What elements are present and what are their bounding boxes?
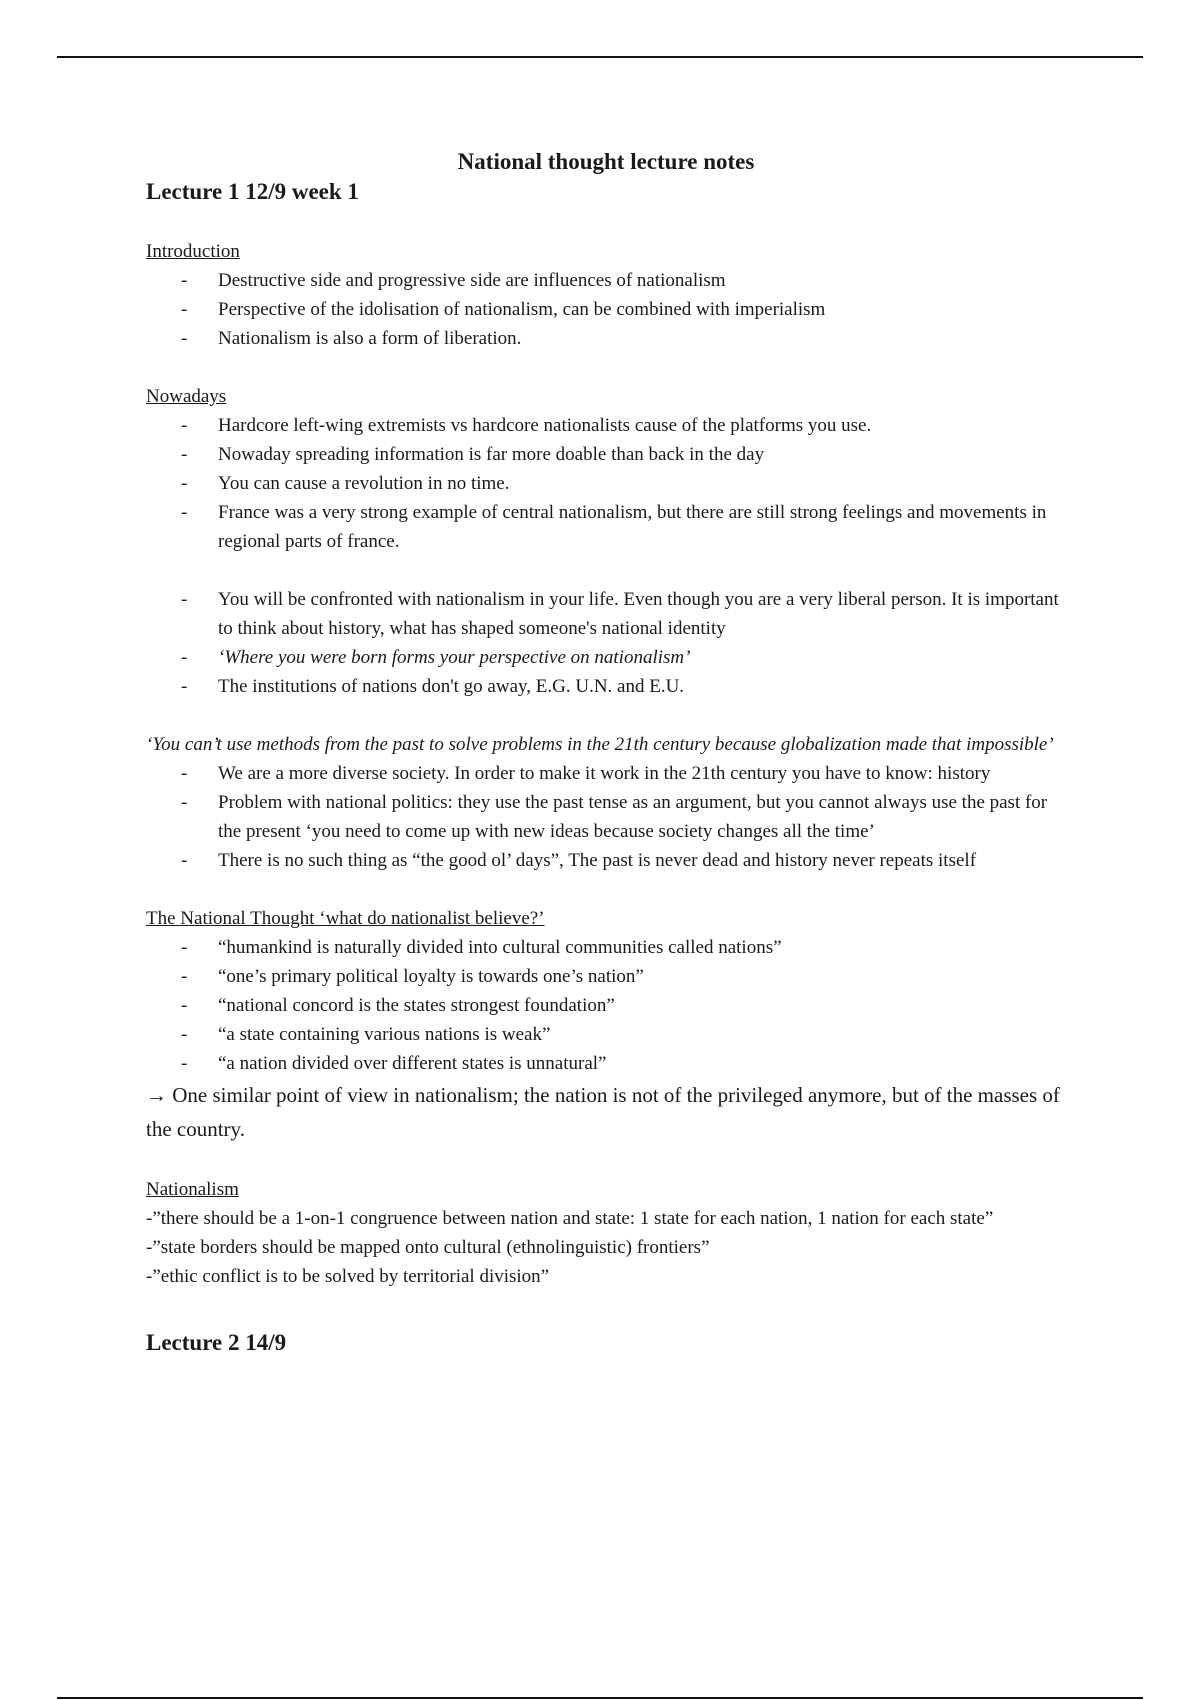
list-item: - Hardcore left-wing extremists vs hardcore nationalists cause of the platforms you use. [146,411,1066,440]
introduction-list [146,266,1066,353]
list-item: - Perspective of the idolisation of nationalism, can be combined with imperialism [146,295,1066,324]
document-body [146,142,1066,1359]
nationalism-line: -”there should be a 1-on-1 congruence between nation and state: 1 state for each nation, 1 nation for each state” [146,1208,994,1229]
list-item: - Nowaday spreading information is far more doable than back in the day [146,440,1066,469]
list-item: - “a nation divided over different states is unnatural” [146,1049,1066,1078]
list-item: - Nationalism is also a form of liberation. [146,324,1066,353]
list-item: - ‘Where you were born forms your perspective on nationalism’ [146,643,1066,672]
nowadays-heading: Nowadays [146,386,227,407]
top-rule [57,56,1143,58]
list-item: - “a state containing various nations is weak” [146,1020,1066,1049]
bottom-rule [57,1697,1143,1699]
list-item: - Destructive side and progressive side are influences of nationalism [146,266,1066,295]
nowadays-list [146,411,1066,556]
nowadays-list-continued [146,585,1066,701]
introduction-heading: Introduction [146,241,240,262]
national-thought-list [146,933,1066,1078]
national-thought-conclusion: → One similar point of view in nationalism; the nation is not of the privileged anymore, but of the masses of the country. [146,1083,1060,1141]
list-item: - France was a very strong example of central nationalism, but there are still strong feelings and movements in regional parts of france. [146,498,1066,556]
list-item: - “national concord is the states strongest foundation” [146,991,1066,1020]
list-item: - “humankind is naturally divided into cultural communities called nations” [146,933,1066,962]
lecture-2-heading: Lecture 2 14/9 [146,1330,287,1355]
national-thought-heading: The National Thought ‘what do nationalist believe?’ [146,908,545,929]
document-title: National thought lecture notes [457,149,755,174]
list-item: - We are a more diverse society. In order to make it work in the 21th century you have to know: history [146,759,1066,788]
list-item: - You can cause a revolution in no time. [146,469,1066,498]
list-item: - The institutions of nations don't go away, E.G. U.N. and E.U. [146,672,1066,701]
nationalism-line: -”ethic conflict is to be solved by territorial division” [146,1266,550,1287]
list-item: - “one’s primary political loyalty is towards one’s nation” [146,962,1066,991]
list-item: - You will be confronted with nationalism in your life. Even though you are a very liberal person. It is important to think about history, what has shaped someone's national identity [146,585,1066,643]
list-item: - Problem with national politics: they use the past tense as an argument, but you cannot always use the past for the present ‘you need to come up with new ideas because society changes all the time’ [146,788,1066,846]
nationalism-heading: Nationalism [146,1179,239,1200]
nationalism-line: -”state borders should be mapped onto cultural (ethnolinguistic) frontiers” [146,1237,710,1258]
list-item: - There is no such thing as “the good ol’ days”, The past is never dead and history never repeats itself [146,846,1066,875]
globalization-quote: ‘You can’t use methods from the past to solve problems in the 21th century because globalization made that impossible’ [146,734,1054,755]
globalization-list [146,759,1066,875]
lecture-1-heading: Lecture 1 12/9 week 1 [146,179,359,204]
